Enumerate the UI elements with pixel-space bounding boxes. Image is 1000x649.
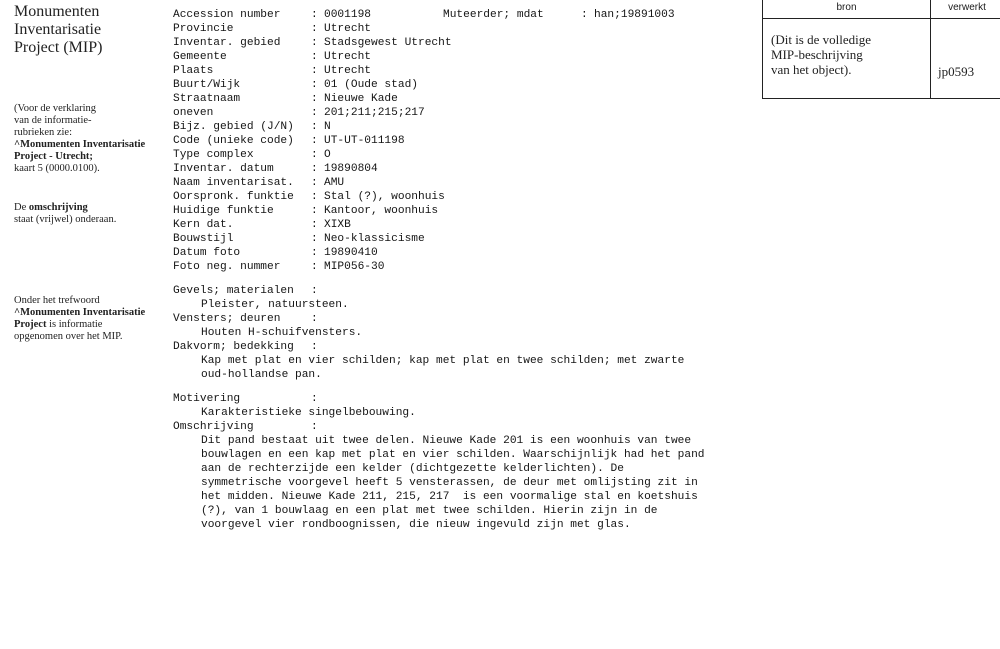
field-colon: : (311, 79, 318, 91)
header-bron: bron (836, 2, 857, 13)
mutator-value: han;19891003 (594, 9, 675, 21)
section-text-line: Houten H-schuifvensters. (201, 327, 363, 339)
field-row (173, 50, 763, 64)
field-label: Accession number (173, 9, 281, 21)
field-value: Utrecht (324, 65, 371, 77)
field-row (173, 162, 763, 176)
field-value: Utrecht (324, 23, 371, 35)
header-verwerkt: verwerkt (930, 0, 1000, 18)
field-row (173, 92, 763, 106)
note-trefwoord (14, 295, 164, 343)
field-colon: : (311, 23, 318, 35)
section-text-line: oud-hollandse pan. (201, 369, 322, 381)
field-row (173, 232, 763, 246)
field-row (173, 64, 763, 78)
note3-bold-2: Project (14, 319, 47, 330)
source-table-header (763, 0, 1000, 19)
field-value: Stadsgewest Utrecht (324, 37, 452, 49)
source-table (762, 0, 1000, 99)
field-value: N (324, 121, 331, 133)
mutator-colon: : (581, 9, 588, 21)
field-value: AMU (324, 177, 345, 189)
note2-bold: omschrijving (28, 202, 88, 213)
note3-tail: opgenomen over het MIP. (14, 331, 123, 342)
note3-line-3 (14, 319, 164, 331)
field-colon: : (311, 149, 318, 161)
sidebar (14, 3, 164, 343)
field-colon: : (311, 135, 318, 147)
note3-bold-1: ^Monumenten Inventarisatie (14, 307, 146, 318)
field-row (173, 134, 763, 148)
section-label (173, 420, 763, 434)
section-text-line: voorgevel vier rondboognissen, die nieuw ingevuld zijn met glas. (201, 519, 631, 531)
note-verklaring (14, 103, 164, 175)
field-label: Type complex (173, 149, 254, 161)
section-text-line: bouwlagen en een kap met plat en vier schilden. Waarschijnlijk had het pand (201, 449, 705, 461)
field-value: UT-UT-011198 (324, 135, 405, 147)
field-label: Buurt/Wijk (173, 79, 241, 91)
note3-line-1: Onder het trefwoord (14, 295, 100, 306)
title-line-3: Project (MIP) (14, 39, 103, 56)
field-row (173, 120, 763, 134)
field-row (173, 106, 763, 120)
note1-bold-2: Project - Utrecht; (14, 151, 93, 162)
section-label (173, 340, 763, 354)
section-text-line: Karakteristieke singelbebouwing. (201, 407, 416, 419)
field-colon: : (311, 233, 318, 245)
field-row (173, 148, 763, 162)
bron-line-1: (Dit is de volledige (771, 32, 872, 47)
field-row (173, 8, 763, 22)
field-colon: : (311, 219, 318, 231)
field-value: XIXB (324, 219, 351, 231)
field-label: Foto neg. nummer (173, 261, 281, 273)
field-row (173, 22, 763, 36)
field-value: O (324, 149, 331, 161)
record-fields (173, 8, 763, 274)
section-text-line: (?), van 1 bouwlaag en een plat met twee schilden. Hierin zijn in de (201, 505, 658, 517)
field-value: Utrecht (324, 51, 371, 63)
field-row (173, 204, 763, 218)
field-colon: : (311, 37, 318, 49)
section-colon: : (311, 285, 318, 297)
field-label: Code (unieke code) (173, 135, 294, 147)
title-line-1: Monumenten (14, 3, 100, 20)
bron-line-3: van het object). (771, 62, 852, 77)
section-colon: : (311, 393, 318, 405)
field-value: Neo-klassicisme (324, 233, 425, 245)
note1-line-1: (Voor de verklaring (14, 103, 97, 114)
field-value: Stal (?), woonhuis (324, 191, 445, 203)
note1-line-2: van de informatie- (14, 115, 92, 126)
field-value: 19890804 (324, 163, 378, 175)
field-row (173, 246, 763, 260)
title-line-2: Inventarisatie (14, 21, 102, 38)
record-section (173, 284, 763, 312)
field-label: Inventar. datum (173, 163, 274, 175)
field-value: MIP056-30 (324, 261, 385, 273)
section-label-text: Motivering (173, 393, 241, 405)
field-label: Straatnaam (173, 93, 241, 105)
field-colon: : (311, 163, 318, 175)
field-colon: : (311, 93, 318, 105)
field-label: Huidige funktie (173, 205, 274, 217)
note3-mid: is informatie (46, 319, 103, 330)
field-value: 0001198 (324, 9, 371, 21)
section-text-line: het midden. Nieuwe Kade 211, 215, 217 is een voormalige stal en koetshuis (201, 491, 698, 503)
field-colon: : (311, 121, 318, 133)
note1-bold-block-2 (14, 151, 164, 163)
section-label (173, 284, 763, 298)
section-colon: : (311, 421, 318, 433)
field-row (173, 190, 763, 204)
section-text-line: symmetrische voorgevel heeft 5 vensterassen, de deur met omlijsting zit in (201, 477, 698, 489)
field-label: Naam inventarisat. (173, 177, 294, 189)
field-label: oneven (173, 107, 214, 119)
record-sheet (173, 8, 763, 532)
field-row (173, 78, 763, 92)
field-label: Datum foto (173, 247, 241, 259)
note2-prefix: De (14, 202, 29, 213)
section-label (173, 392, 763, 406)
field-label: Oorspronk. funktie (173, 191, 294, 203)
section-text-line: aan de rechterzijde een kelder (dichtgezette kelderlichten). De (201, 463, 624, 475)
field-row (173, 218, 763, 232)
note1-bold-1: ^Monumenten Inventarisatie (14, 139, 146, 150)
record-section (173, 420, 763, 532)
field-colon: : (311, 65, 318, 77)
field-row (173, 260, 763, 274)
field-colon: : (311, 261, 318, 273)
record-section (173, 340, 763, 382)
field-row (173, 36, 763, 50)
section-label (173, 312, 763, 326)
field-label: Provincie (173, 23, 234, 35)
field-label: Inventar. gebied (173, 37, 281, 49)
section-colon: : (311, 313, 318, 325)
mutator-label: Muteerder; mdat (443, 9, 544, 21)
field-value: 01 (Oude stad) (324, 79, 418, 91)
page-title (14, 3, 164, 57)
field-value: 201;211;215;217 (324, 107, 425, 119)
section-label-text: Omschrijving (173, 421, 254, 433)
section-text-line: Dit pand bestaat uit twee delen. Nieuwe Kade 201 is een woonhuis van twee (201, 435, 692, 447)
bron-line-2: MIP-beschrijving (771, 47, 863, 62)
cell-verwerkt: jp0593 (938, 64, 975, 79)
section-text-line: Kap met plat en vier schilden; kap met plat en twee schilden; met zwarte (201, 355, 685, 367)
field-value: 19890410 (324, 247, 378, 259)
cell-bron (771, 32, 926, 77)
note-omschrijving (14, 202, 164, 226)
section-label-text: Gevels; materialen (173, 285, 294, 297)
field-colon: : (311, 9, 318, 21)
section-label-text: Vensters; deuren (173, 313, 281, 325)
field-value: Kantoor, woonhuis (324, 205, 439, 217)
section-text-line: Pleister, natuursteen. (201, 299, 349, 311)
field-label: Bijz. gebied (J/N) (173, 121, 294, 133)
field-value: Nieuwe Kade (324, 93, 398, 105)
note3-bold-block (14, 307, 164, 319)
section-colon: : (311, 341, 318, 353)
field-row (173, 176, 763, 190)
section-label-text: Dakvorm; bedekking (173, 341, 294, 353)
record-section (173, 392, 763, 420)
record-sections (173, 284, 763, 532)
note1-bold-block (14, 139, 164, 151)
field-colon: : (311, 107, 318, 119)
field-label: Gemeente (173, 51, 227, 63)
field-colon: : (311, 51, 318, 63)
note2-tail: staat (vrijwel) onderaan. (14, 214, 117, 225)
field-colon: : (311, 191, 318, 203)
field-colon: : (311, 177, 318, 189)
column-divider (930, 18, 931, 98)
field-label: Kern dat. (173, 219, 234, 231)
note2-line-1 (14, 202, 164, 214)
field-colon: : (311, 205, 318, 217)
field-colon: : (311, 247, 318, 259)
record-section (173, 312, 763, 340)
field-label: Plaats (173, 65, 214, 77)
field-label: Bouwstijl (173, 233, 234, 245)
note1-line-3: rubrieken zie: (14, 127, 73, 138)
note1-tail: kaart 5 (0000.0100). (14, 163, 100, 174)
